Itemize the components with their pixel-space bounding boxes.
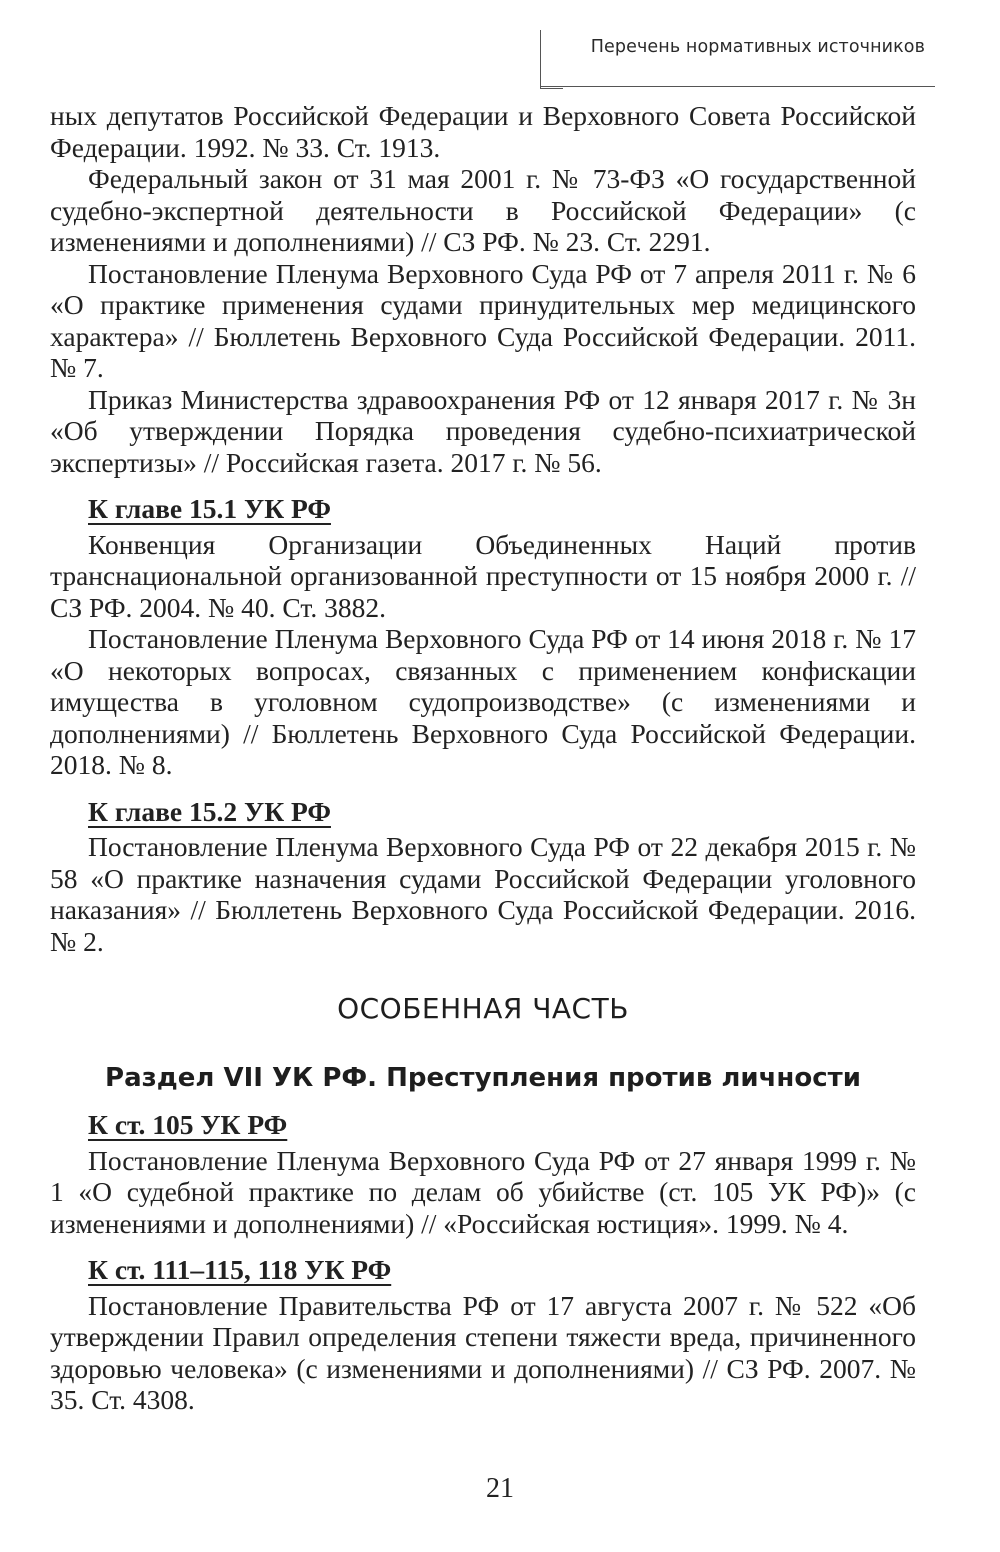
paragraph: Постановление Правительства РФ от 17 августа 2007 г. № 522 «Об утверждении Правил определения степени тяжести вреда, причиненного здоровью человека» (с изменениями и дополнениями) // СЗ РФ. 2007. № 35. Ст. 4308. [50, 1289, 916, 1415]
paragraph: Приказ Министерства здравоохранения РФ от 12 января 2017 г. № 3н «Об утверждении Порядка проведения судебно-психиатрической экспертизы» // Российская газета. 2017 г. № 56. [50, 383, 916, 478]
section-title: Раздел VII УК РФ. Преступления против личности [105, 1062, 861, 1093]
paragraph: Конвенция Организации Объединенных Наций против транснациональной организованной преступности от 15 ноября 2000 г. // СЗ РФ. 2004. № 40. Ст. 3882. [50, 528, 916, 623]
page-body [50, 100, 916, 1416]
article-105-heading: К ст. 105 УК РФ [88, 1109, 288, 1140]
paragraph: Постановление Пленума Верховного Суда РФ от 27 января 1999 г. № 1 «О судебной практике по делам об убийстве (ст. 105 УК РФ)» (с изменениями и дополнениями) // «Российская юстиция». 1999. № 4. [50, 1144, 916, 1239]
paragraph: Постановление Пленума Верховного Суда РФ от 22 декабря 2015 г. № 58 «О практике назначения судами Российской Федерации уголовного наказания» // Бюллетень Верховного Суда Российской Федерации. 2016. № 2. [50, 831, 916, 957]
paragraph-continued: ных депутатов Российской Федерации и Верховного Совета Российской Федерации. 1992. № 33. Ст. 1913. [50, 100, 916, 163]
part-title: ОСОБЕННАЯ ЧАСТЬ [337, 992, 629, 1025]
chapter-15-1-heading: К главе 15.1 УК РФ [88, 493, 331, 524]
article-111-118-heading: К ст. 111–115, 118 УК РФ [88, 1254, 392, 1285]
paragraph: Постановление Пленума Верховного Суда РФ от 7 апреля 2011 г. № 6 «О практике применения судами принудительных мер медицинского характера» // Бюллетень Верховного Суда Российской Федерации. 2011. № 7. [50, 257, 916, 383]
header-rule-line [540, 86, 935, 87]
paragraph: Федеральный закон от 31 мая 2001 г. № 73-ФЗ «О государственной судебно-экспертной деятельности в Российской Федерации» (с изменениями и дополнениями) // СЗ РФ. № 23. Ст. 2291. [50, 163, 916, 257]
paragraph: Постановление Пленума Верховного Суда РФ от 14 июня 2018 г. № 17 «О некоторых вопросах, связанных с применением конфискации имущества в уголовном судопроизводстве» (с изменениями и дополнениями) // Бюллетень Верховного Суда Российской Федерации. 2018. № 8. [50, 623, 916, 780]
header-corner-rule [540, 30, 563, 89]
page-number: 21 [486, 1473, 514, 1504]
running-head: Перечень нормативных источников [590, 37, 925, 57]
chapter-15-2-heading: К главе 15.2 УК РФ [88, 795, 331, 827]
